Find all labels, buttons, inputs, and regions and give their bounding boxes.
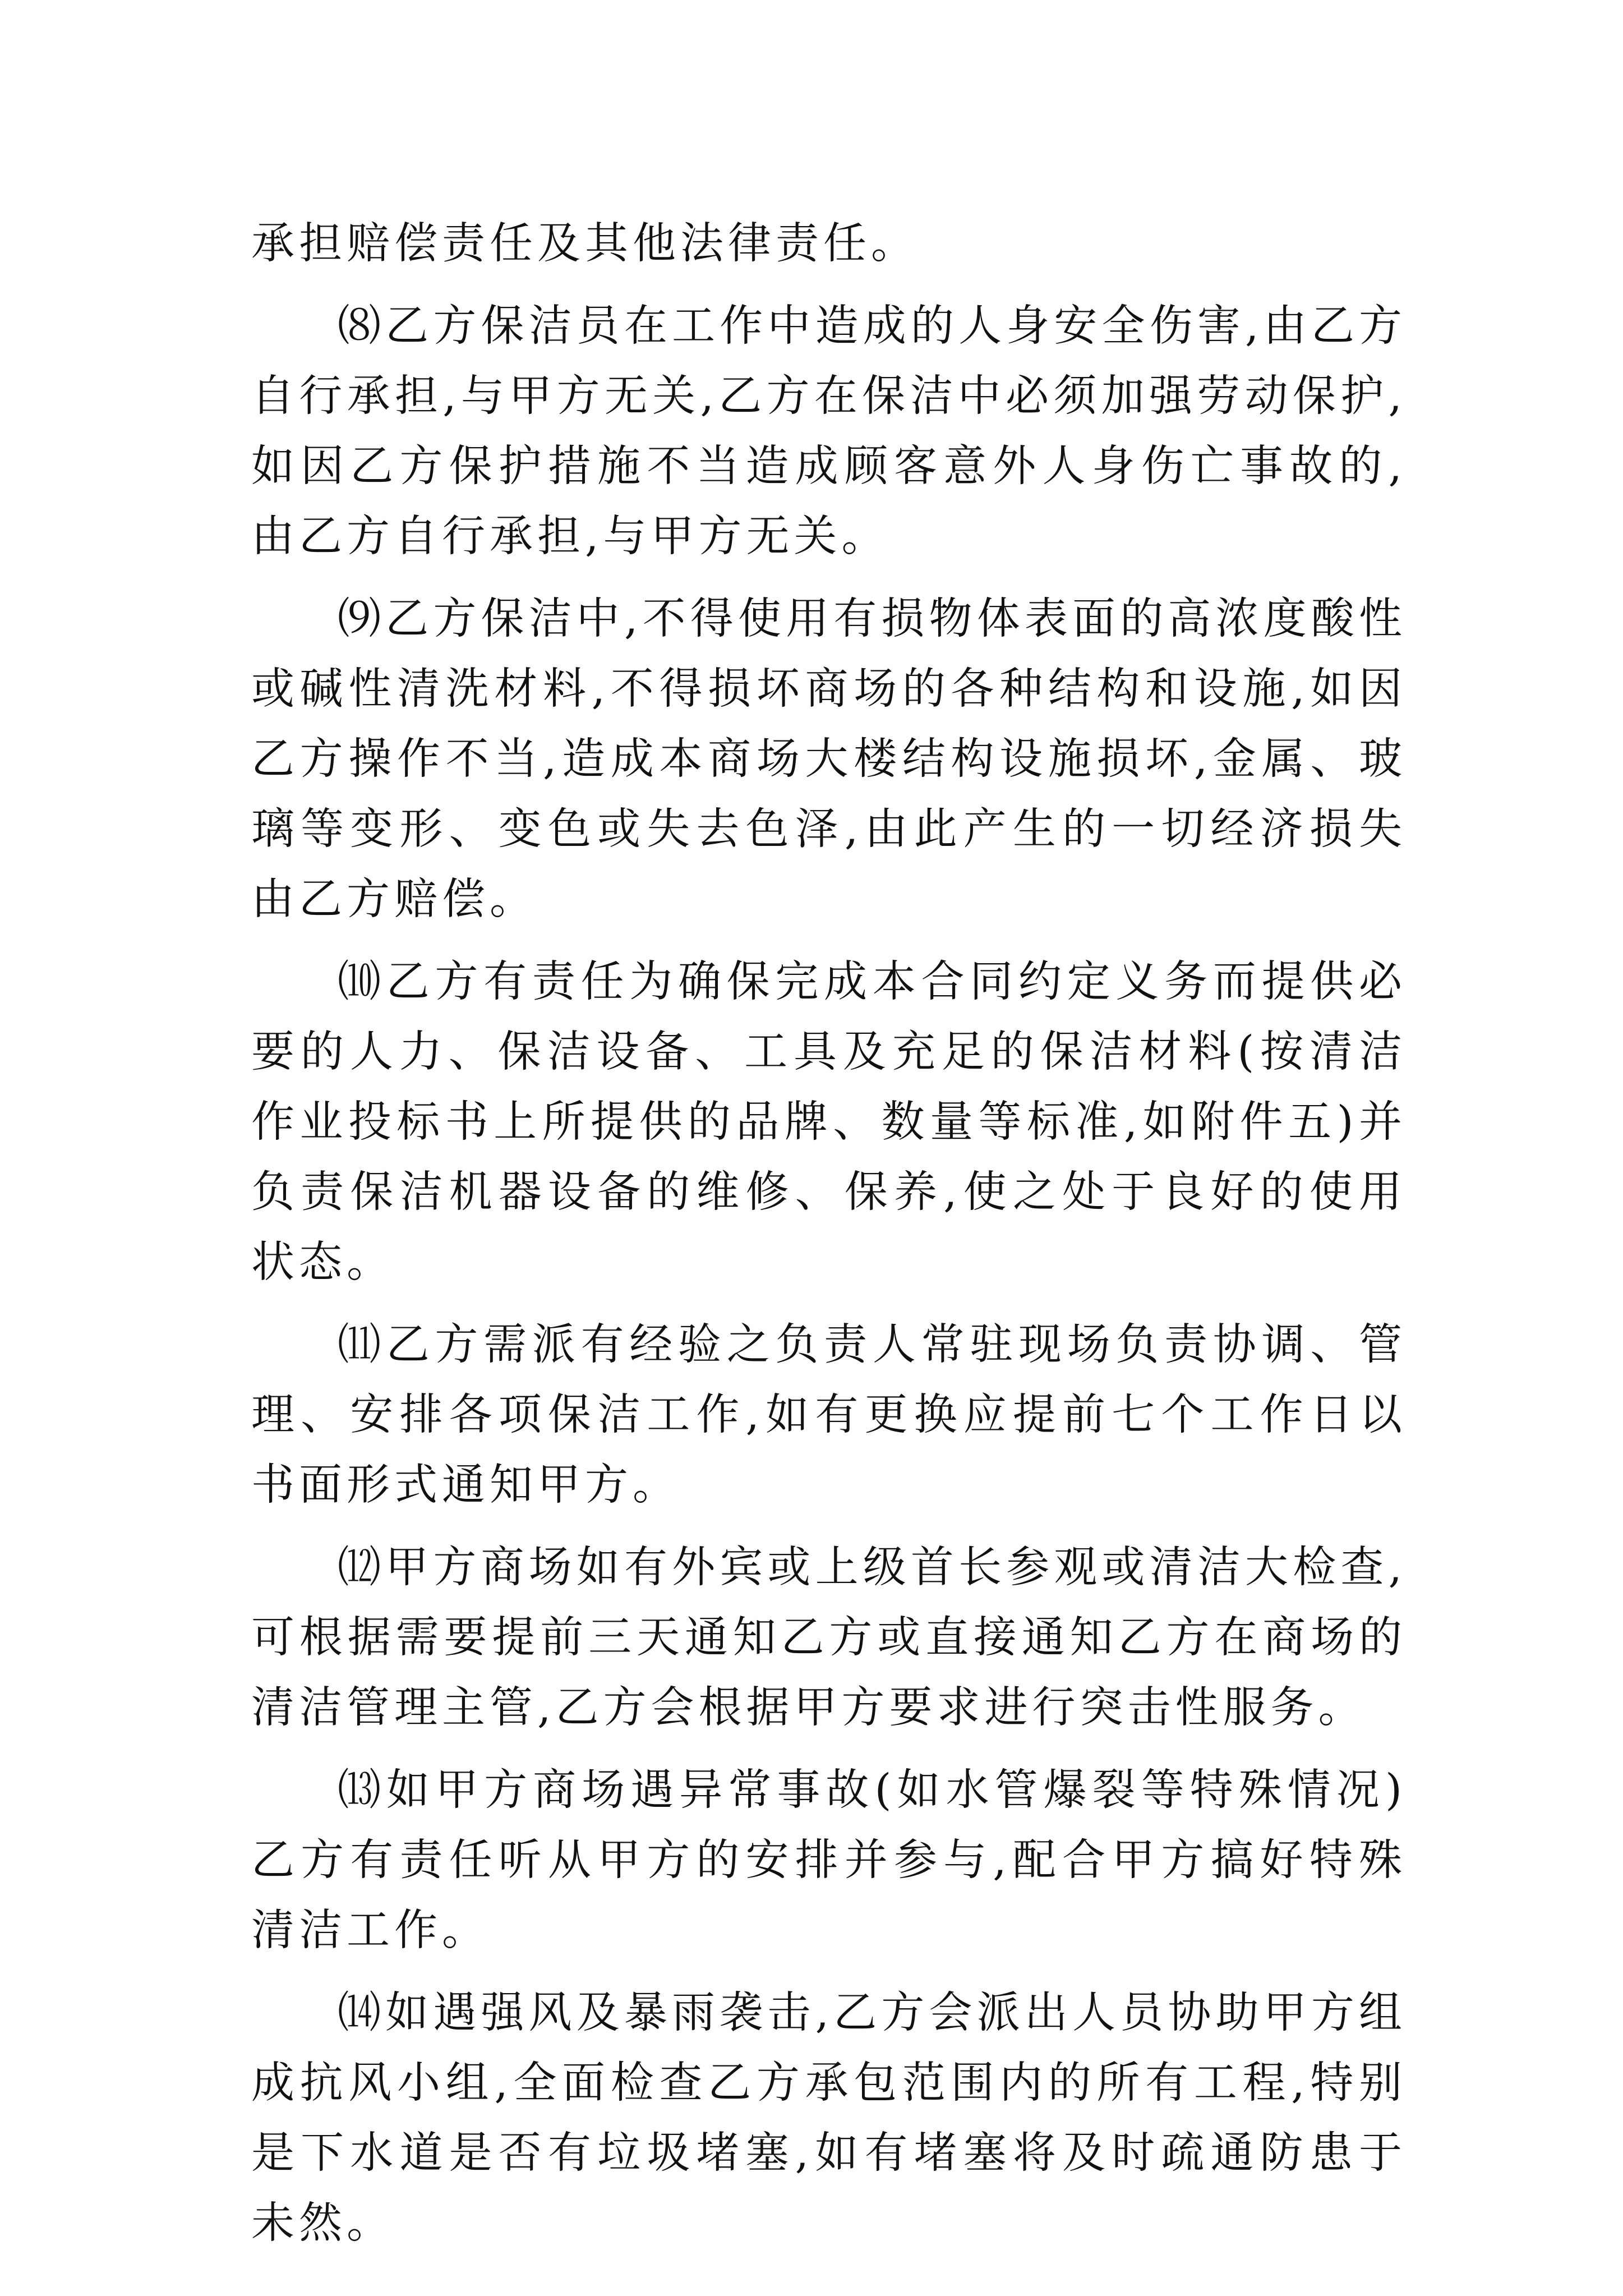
paragraph-item-12: ⑿甲方商场如有外宾或上级首长参观或清洁大检查,可根据需要提前三天通知乙方或直接通知乙方在商场的清洁管理主管,乙方会根据甲方要求进行突击性服务。	[251, 1543, 1407, 1733]
paragraph-item-10: ⑽乙方有责任为确保完成本合同约定义务而提供必要的人力、保洁设备、工具及充足的保洁材料(按清洁作业投标书上所提供的品牌、数量等标准,如附件五)并负责保洁机器设备的维修、保养,使之处于良好的使用状态。	[251, 957, 1407, 1287]
paragraph-item-9: ⑼乙方保洁中,不得使用有损物体表面的高浓度酸性或碱性清洗材料,不得损坏商场的各种结构和设施,如因乙方操作不当,造成本商场大楼结构设施损坏,金属、玻璃等变形、变色或失去色泽,由此产生的一切经济损失由乙方赔偿。	[251, 594, 1407, 924]
paragraph-item-14: ⒁如遇强风及暴雨袭击,乙方会派出人员协助甲方组成抗风小组,全面检查乙方承包范围内的所有工程,特别是下水道是否有垃圾堵塞,如有堵塞将及时疏通防患于未然。	[251, 1988, 1407, 2248]
paragraph-item-8: ⑻乙方保洁员在工作中造成的人身安全伤害,由乙方自行承担,与甲方无关,乙方在保洁中必须加强劳动保护,如因乙方保护措施不当造成顾客意外人身伤亡事故的,由乙方自行承担,与甲方无关。	[251, 301, 1407, 562]
paragraph-item-13: ⒀如甲方商场遇异常事故(如水管爆裂等特殊情况)乙方有责任听从甲方的安排并参与,配合甲方搞好特殊清洁工作。	[251, 1765, 1407, 1955]
paragraph-continuation: 承担赔偿责任及其他法律责任。	[251, 219, 919, 269]
paragraph-item-11: ⑾乙方需派有经验之负责人常驻现场负责协调、管理、安排各项保洁工作,如有更换应提前七个工作日以书面形式通知甲方。	[251, 1320, 1407, 1510]
document-body	[251, 209, 1407, 2271]
